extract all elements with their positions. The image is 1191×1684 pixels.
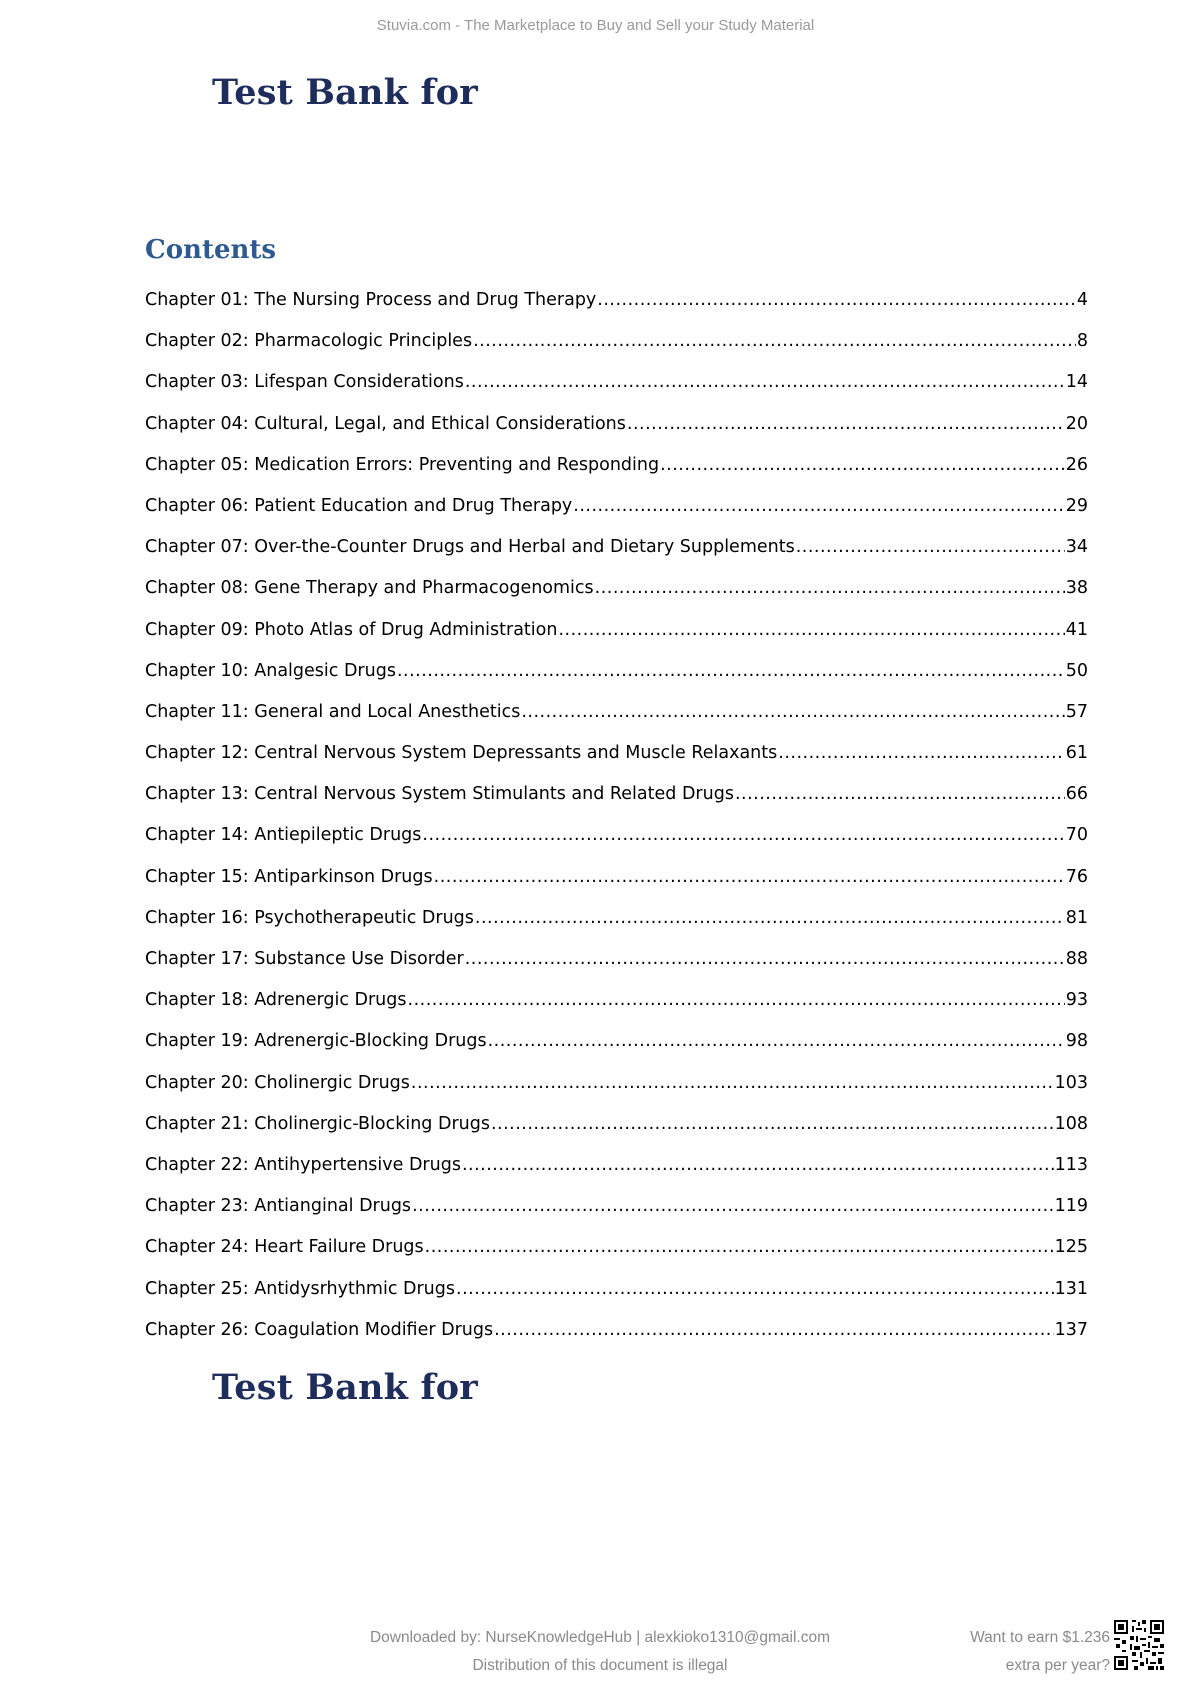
- toc-entry-title: Chapter 17: Substance Use Disorder: [145, 949, 464, 969]
- toc-entry-title: Chapter 02: Pharmacologic Principles: [145, 331, 473, 352]
- toc-entry[interactable]: [145, 1031, 1088, 1072]
- toc-entry-page-number: 125: [1054, 1237, 1088, 1258]
- toc-entry-title: Chapter 22: Antihypertensive Drugs: [145, 1154, 461, 1175]
- toc-dot-leader: [778, 743, 1064, 763]
- toc-entry-page-number: 108: [1054, 1113, 1088, 1134]
- toc-dot-leader: [521, 702, 1064, 722]
- qr-code-icon[interactable]: [1114, 1620, 1164, 1670]
- toc-entry[interactable]: [145, 578, 1088, 619]
- download-notice: [330, 1624, 870, 1680]
- toc-entry[interactable]: [145, 1279, 1088, 1320]
- toc-dot-leader: [494, 1320, 1054, 1340]
- toc-entry-page-number: 76: [1065, 866, 1088, 887]
- toc-entry-title: Chapter 11: General and Local Anesthetics: [145, 701, 521, 722]
- toc-entry-title: Chapter 16: Psychotherapeutic Drugs: [145, 907, 474, 928]
- toc-dot-leader: [627, 414, 1065, 434]
- toc-entry[interactable]: [145, 1320, 1088, 1361]
- toc-entry-page-number: 26: [1065, 454, 1088, 475]
- toc-entry-title: Chapter 15: Antiparkinson Drugs: [145, 866, 433, 887]
- toc-entry[interactable]: [145, 784, 1088, 825]
- toc-entry-title: Chapter 09: Photo Atlas of Drug Administration: [145, 619, 558, 640]
- toc-entry-title: Chapter 08: Gene Therapy and Pharmacogenomics: [145, 578, 594, 599]
- toc-dot-leader: [462, 1155, 1054, 1175]
- toc-dot-leader: [425, 1237, 1054, 1257]
- earn-promo[interactable]: [970, 1624, 1110, 1680]
- downloaded-by-text: Downloaded by: NurseKnowledgeHub | alexkioko1310@gmail.com: [369, 1629, 831, 1646]
- toc-entry[interactable]: [145, 1237, 1088, 1278]
- toc-dot-leader: [456, 1279, 1054, 1299]
- toc-entry[interactable]: [145, 414, 1088, 455]
- document-title-repeat: Test Bank for: [212, 1367, 478, 1408]
- toc-entry[interactable]: [145, 743, 1088, 784]
- toc-dot-leader: [434, 867, 1065, 887]
- toc-dot-leader: [465, 372, 1065, 392]
- toc-entry-page-number: 81: [1065, 907, 1088, 928]
- toc-entry-title: Chapter 19: Adrenergic-Blocking Drugs: [145, 1031, 487, 1052]
- table-of-contents: [145, 290, 1088, 1361]
- toc-entry-page-number: 57: [1065, 701, 1088, 722]
- toc-entry-page-number: 70: [1065, 825, 1088, 846]
- toc-dot-leader: [397, 661, 1065, 681]
- toc-entry-page-number: 66: [1065, 784, 1088, 805]
- toc-dot-leader: [475, 908, 1065, 928]
- toc-entry[interactable]: [145, 1155, 1088, 1196]
- toc-dot-leader: [796, 537, 1065, 557]
- toc-entry-title: Chapter 12: Central Nervous System Depressants and Muscle Relaxants: [145, 743, 778, 764]
- toc-entry-page-number: 14: [1065, 372, 1088, 393]
- stuvia-banner: Stuvia.com - The Marketplace to Buy and Sell your Study Material: [376, 17, 815, 34]
- toc-dot-leader: [411, 1073, 1054, 1093]
- earn-promo-line1: Want to earn $1.236: [970, 1629, 1110, 1646]
- toc-entry-title: Chapter 01: The Nursing Process and Drug Therapy: [145, 290, 597, 310]
- toc-entry[interactable]: [145, 496, 1088, 537]
- toc-entry-page-number: 20: [1065, 413, 1088, 434]
- toc-entry-title: Chapter 10: Analgesic Drugs: [145, 660, 396, 681]
- toc-entry[interactable]: [145, 537, 1088, 578]
- toc-entry-title: Chapter 23: Antianginal Drugs: [145, 1196, 412, 1217]
- toc-entry[interactable]: [145, 702, 1088, 743]
- earn-promo-line2: extra per year?: [1005, 1657, 1110, 1674]
- distribution-notice: Distribution of this document is illegal: [472, 1657, 728, 1674]
- toc-dot-leader: [412, 1196, 1054, 1216]
- toc-entry[interactable]: [145, 331, 1088, 372]
- toc-entry-page-number: 119: [1054, 1196, 1088, 1217]
- toc-entry[interactable]: [145, 949, 1088, 990]
- toc-entry[interactable]: [145, 908, 1088, 949]
- toc-dot-leader: [408, 990, 1065, 1010]
- toc-entry-page-number: 137: [1054, 1319, 1088, 1340]
- toc-entry[interactable]: [145, 661, 1088, 702]
- toc-entry[interactable]: [145, 290, 1088, 331]
- toc-entry-title: Chapter 13: Central Nervous System Stimulants and Related Drugs: [145, 784, 734, 805]
- toc-entry-title: Chapter 07: Over-the-Counter Drugs and Herbal and Dietary Supplements: [145, 537, 795, 558]
- toc-entry-page-number: 88: [1065, 949, 1088, 969]
- toc-entry[interactable]: [145, 1196, 1088, 1237]
- toc-entry-page-number: 131: [1054, 1278, 1088, 1299]
- toc-entry-page-number: 113: [1054, 1154, 1088, 1175]
- toc-entry-title: Chapter 24: Heart Failure Drugs: [145, 1237, 424, 1258]
- toc-entry-title: Chapter 25: Antidysrhythmic Drugs: [145, 1278, 455, 1299]
- toc-entry-page-number: 98: [1065, 1031, 1088, 1052]
- toc-entry-page-number: 8: [1076, 331, 1088, 352]
- toc-entry-page-number: 50: [1065, 660, 1088, 681]
- toc-entry-page-number: 103: [1054, 1072, 1088, 1093]
- toc-dot-leader: [573, 496, 1064, 516]
- toc-entry-title: Chapter 21: Cholinergic-Blocking Drugs: [145, 1113, 490, 1134]
- toc-dot-leader: [488, 1031, 1065, 1051]
- toc-dot-leader: [597, 290, 1076, 310]
- toc-dot-leader: [473, 331, 1076, 351]
- toc-entry-title: Chapter 06: Patient Education and Drug Therapy: [145, 495, 573, 516]
- toc-entry[interactable]: [145, 1114, 1088, 1155]
- toc-entry-title: Chapter 04: Cultural, Legal, and Ethical Considerations: [145, 413, 626, 434]
- toc-entry-title: Chapter 20: Cholinergic Drugs: [145, 1072, 410, 1093]
- toc-dot-leader: [660, 455, 1065, 475]
- toc-entry-page-number: 38: [1065, 578, 1088, 599]
- toc-entry[interactable]: [145, 867, 1088, 908]
- toc-entry-title: Chapter 05: Medication Errors: Preventing and Responding: [145, 454, 660, 475]
- toc-entry-page-number: 4: [1076, 290, 1088, 310]
- toc-entry[interactable]: [145, 620, 1088, 661]
- toc-dot-leader: [491, 1114, 1054, 1134]
- toc-dot-leader: [422, 825, 1064, 845]
- toc-entry-page-number: 34: [1065, 537, 1088, 558]
- toc-entry-title: Chapter 26: Coagulation Modifier Drugs: [145, 1319, 494, 1340]
- toc-entry-title: Chapter 03: Lifespan Considerations: [145, 372, 464, 393]
- toc-entry[interactable]: [145, 825, 1088, 866]
- toc-entry[interactable]: [145, 372, 1088, 413]
- toc-entry-title: Chapter 14: Antiepileptic Drugs: [145, 825, 422, 846]
- toc-entry-page-number: 29: [1065, 495, 1088, 516]
- toc-entry-page-number: 41: [1065, 619, 1088, 640]
- toc-entry[interactable]: [145, 1073, 1088, 1114]
- document-title: Test Bank for: [212, 72, 478, 113]
- toc-dot-leader: [595, 578, 1065, 598]
- toc-entry[interactable]: [145, 990, 1088, 1031]
- toc-entry-page-number: 61: [1065, 743, 1088, 764]
- toc-dot-leader: [558, 620, 1064, 640]
- toc-entry-page-number: 93: [1065, 990, 1088, 1011]
- contents-heading: Contents: [145, 235, 277, 265]
- toc-entry[interactable]: [145, 455, 1088, 496]
- toc-dot-leader: [735, 784, 1065, 804]
- toc-entry-title: Chapter 18: Adrenergic Drugs: [145, 990, 407, 1011]
- toc-dot-leader: [465, 949, 1065, 969]
